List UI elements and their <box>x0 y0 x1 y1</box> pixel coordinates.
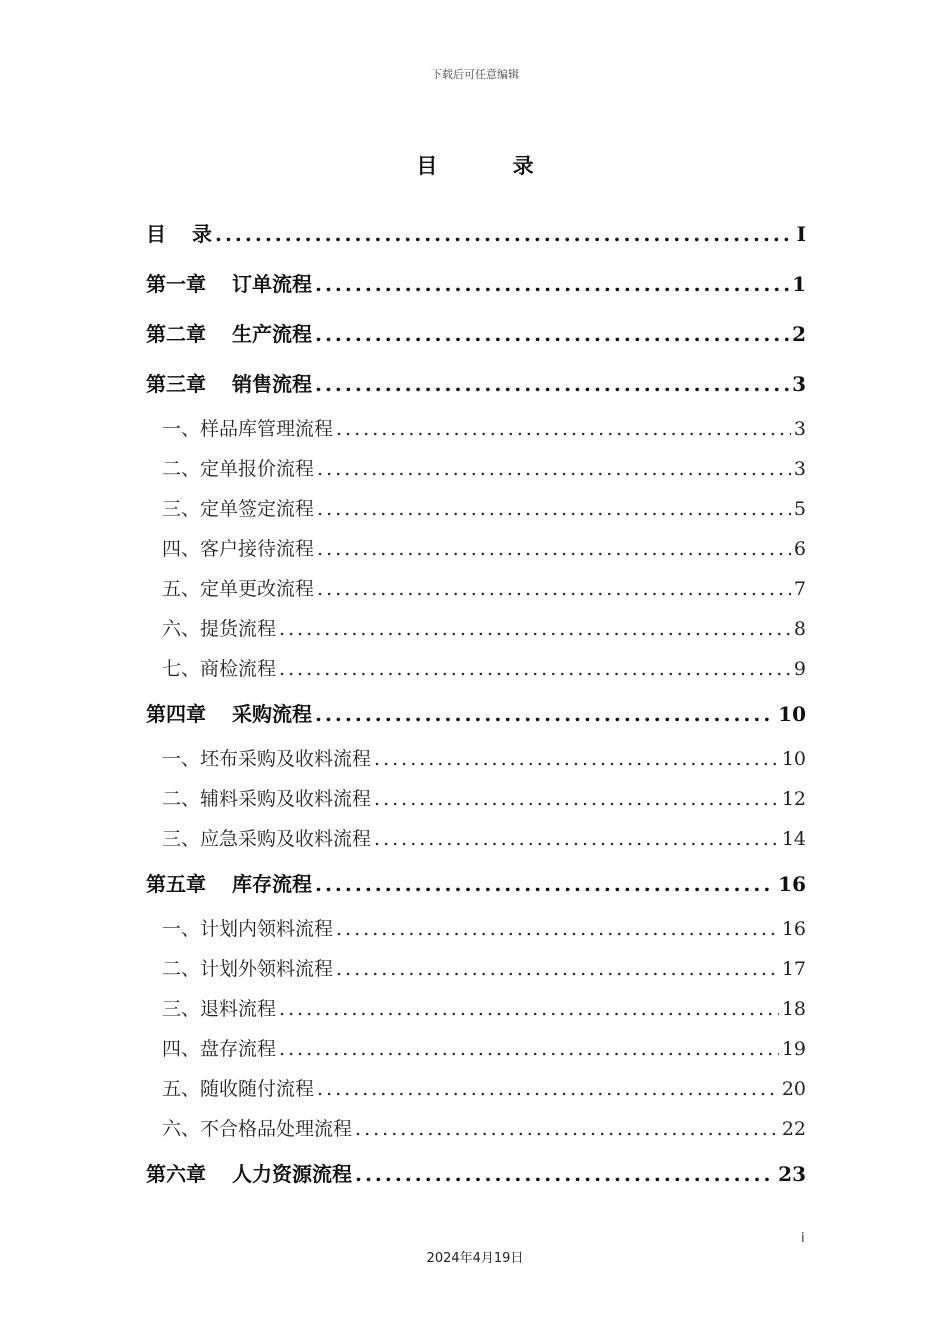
toc-entry-title: 退料流程 <box>200 998 277 1020</box>
toc-section-entry[interactable] <box>146 1109 806 1149</box>
toc-chapter-entry[interactable] <box>146 209 806 259</box>
toc-entry-page: 1 <box>792 272 806 296</box>
toc-section-entry[interactable] <box>146 569 806 609</box>
toc-entry-page: 10 <box>778 702 806 726</box>
toc-entry-title: 客户接待流程 <box>200 538 315 560</box>
toc-entry-label: 目 <box>146 222 166 246</box>
toc-leader-dots <box>315 309 789 359</box>
toc-entry-title: 订单流程 <box>232 272 312 296</box>
toc-section-entry[interactable] <box>146 409 806 449</box>
toc-entry-label: 第三章 <box>146 372 206 396</box>
toc-entry-label: 一、 <box>162 918 201 940</box>
toc-entry-title: 辅料采购及收料流程 <box>200 788 372 810</box>
toc-section-entry[interactable] <box>146 819 806 859</box>
toc-entry-label: 三、 <box>162 998 201 1020</box>
toc-entry-label: 一、 <box>162 748 201 770</box>
footer-date: 2024年4月19日 <box>426 1251 524 1266</box>
toc-entry-label: 六、 <box>162 618 201 640</box>
toc-entry-title: 定单签定流程 <box>200 498 315 520</box>
toc-entry-page: 5 <box>793 498 806 520</box>
toc-entry-title: 应急采购及收料流程 <box>200 828 372 850</box>
toc-entry-page: 23 <box>778 1162 806 1186</box>
toc-entry-page: 16 <box>778 872 806 896</box>
toc-entry-title: 随收随付流程 <box>200 1078 315 1100</box>
header-note: 下载后可任意编辑 <box>431 68 519 81</box>
toc-entry-page: 6 <box>793 538 806 560</box>
toc-chapter-entry[interactable] <box>146 309 806 359</box>
toc-entry-label: 第四章 <box>146 702 206 726</box>
toc-leader-dots <box>315 259 789 309</box>
toc-entry-page: 14 <box>781 828 806 850</box>
toc-leader-dots <box>355 1109 779 1149</box>
toc-entry-title: 定单报价流程 <box>200 458 315 480</box>
toc-section-entry[interactable] <box>146 489 806 529</box>
toc-section-entry[interactable] <box>146 449 806 489</box>
toc-section-entry[interactable] <box>146 909 806 949</box>
toc-entry-title: 样品库管理流程 <box>200 418 334 440</box>
toc-leader-dots <box>336 949 779 989</box>
toc-entry-page: 9 <box>793 658 806 680</box>
toc-leader-dots <box>355 1149 775 1199</box>
toc-chapter-entry[interactable] <box>146 859 806 909</box>
toc-leader-dots <box>317 489 791 529</box>
toc-leader-dots <box>374 739 779 779</box>
toc-section-entry[interactable] <box>146 1029 806 1069</box>
toc-entry-label: 第五章 <box>146 872 206 896</box>
toc-section-entry[interactable] <box>146 529 806 569</box>
toc-leader-dots <box>317 449 791 489</box>
toc-entry-label: 第二章 <box>146 322 206 346</box>
toc-entry-title: 坯布采购及收料流程 <box>200 748 372 770</box>
footer-page-number: i <box>801 1231 805 1246</box>
toc-section-entry[interactable] <box>146 989 806 1029</box>
toc-entry-label: 四、 <box>162 538 201 560</box>
toc-title: 目 录 <box>416 153 568 178</box>
toc-leader-dots <box>215 209 794 259</box>
toc-chapter-entry[interactable] <box>146 259 806 309</box>
toc-leader-dots <box>279 649 791 689</box>
toc-leader-dots <box>317 1069 779 1109</box>
toc-section-entry[interactable] <box>146 949 806 989</box>
toc-section-entry[interactable] <box>146 1069 806 1109</box>
toc-entry-page: 2 <box>792 322 806 346</box>
toc-leader-dots <box>374 819 779 859</box>
toc-entry-page: 3 <box>792 372 806 396</box>
toc-entry-page: 3 <box>793 418 806 440</box>
toc-entry-title: 商检流程 <box>200 658 277 680</box>
toc-entry-title: 提货流程 <box>200 618 277 640</box>
toc-leader-dots <box>336 409 791 449</box>
toc-entry-page: 8 <box>793 618 806 640</box>
toc-entry-title: 不合格品处理流程 <box>200 1118 353 1140</box>
toc-entry-page: 17 <box>781 958 806 980</box>
toc-section-entry[interactable] <box>146 649 806 689</box>
toc-entry-title: 定单更改流程 <box>200 578 315 600</box>
toc-entry-label: 六、 <box>162 1118 201 1140</box>
toc-entry-label: 三、 <box>162 828 201 850</box>
toc-leader-dots <box>336 909 779 949</box>
toc-entry-label: 二、 <box>162 458 201 480</box>
toc-entry-label: 七、 <box>162 658 201 680</box>
toc-entry-label: 四、 <box>162 1038 201 1060</box>
toc-entry-page: 10 <box>781 748 806 770</box>
toc-entry-label: 二、 <box>162 958 201 980</box>
toc-section-entry[interactable] <box>146 779 806 819</box>
table-of-contents <box>146 209 806 1199</box>
toc-entry-title: 生产流程 <box>232 322 312 346</box>
toc-entry-title: 采购流程 <box>232 702 312 726</box>
toc-chapter-entry[interactable] <box>146 689 806 739</box>
toc-leader-dots <box>374 779 779 819</box>
toc-entry-title: 计划内领料流程 <box>200 918 334 940</box>
toc-leader-dots <box>315 359 789 409</box>
toc-entry-page: 18 <box>781 998 806 1020</box>
toc-entry-page: 7 <box>793 578 806 600</box>
toc-leader-dots <box>317 569 791 609</box>
toc-leader-dots <box>315 689 775 739</box>
toc-leader-dots <box>315 859 775 909</box>
toc-entry-label: 第一章 <box>146 272 206 296</box>
toc-leader-dots <box>279 1029 779 1069</box>
toc-leader-dots <box>317 529 791 569</box>
toc-chapter-entry[interactable] <box>146 359 806 409</box>
toc-entry-title: 录 <box>192 222 212 246</box>
toc-entry-page: 22 <box>781 1118 806 1140</box>
toc-leader-dots <box>279 609 791 649</box>
toc-entry-title: 库存流程 <box>232 872 312 896</box>
toc-entry-title: 人力资源流程 <box>232 1162 352 1186</box>
toc-entry-label: 二、 <box>162 788 201 810</box>
toc-leader-dots <box>279 989 779 1029</box>
toc-entry-label: 第六章 <box>146 1162 206 1186</box>
toc-entry-page: 19 <box>781 1038 806 1060</box>
toc-entry-label: 一、 <box>162 418 201 440</box>
toc-chapter-entry[interactable] <box>146 1149 806 1199</box>
toc-entry-page: 16 <box>781 918 806 940</box>
toc-entry-page: I <box>796 222 806 246</box>
toc-entry-page: 12 <box>781 788 806 810</box>
toc-entry-page: 20 <box>781 1078 806 1100</box>
toc-section-entry[interactable] <box>146 739 806 779</box>
toc-entry-label: 五、 <box>162 578 201 600</box>
toc-section-entry[interactable] <box>146 609 806 649</box>
toc-entry-label: 三、 <box>162 498 201 520</box>
toc-entry-title: 盘存流程 <box>200 1038 277 1060</box>
toc-entry-title: 销售流程 <box>232 372 312 396</box>
toc-entry-label: 五、 <box>162 1078 201 1100</box>
toc-entry-page: 3 <box>793 458 806 480</box>
toc-entry-title: 计划外领料流程 <box>200 958 334 980</box>
